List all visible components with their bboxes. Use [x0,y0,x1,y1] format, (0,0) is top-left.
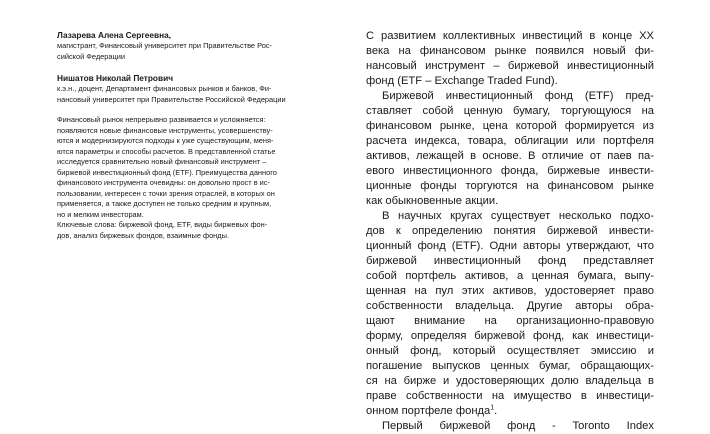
text-line: нансовый инструмент – биржевой инвестиционный [366,60,654,72]
abstract-line: пользовании, интересен с точки зрения отраслей, в которых он [57,188,275,198]
author-block [57,30,347,62]
abstract-line: ются параметры и способы расчетов. В представленной статье [57,146,276,156]
text-line: ся на бирже и удостоверяющих долю владельца в [366,375,654,387]
author-affiliation-line: к.э.н., доцент, Департамент финансовых рынков и банков, Фи- [57,84,272,93]
abstract [57,115,347,220]
text-line: ставляет собой ценную бумагу, торгующуюся на [366,105,654,117]
keywords-line: Ключевые слова: биржевой фонд, ETF, виды биржевых фон- [57,220,268,229]
sentence-end: . [494,405,498,417]
author-affiliation [57,84,347,105]
author-affiliation-line: нансовый университет при Правительстве Российской Федерации [57,94,286,104]
text-line: расчета индекса, товара, облигации или портфеля [366,135,654,147]
text-line: ционные фонды торгуются на финансовом рынке [366,180,654,192]
abstract-line: появляются новые финансовые инструменты, усовершенству- [57,125,273,135]
paragraph [366,89,654,209]
text-line: онный фонд, который осуществляет эмиссию и [366,345,654,357]
abstract-line: применяется, а также доступен не только средним и крупным, [57,199,272,208]
text-line: как обыкновенные акции. [366,195,499,207]
abstract-line: биржевой инвестиционный фонд (ETF). Преимущества данного [57,167,277,177]
text-line: собственности владельца. Другие авторы обра- [366,300,654,312]
author-affiliation-line: сийской Федерации [57,51,125,61]
text-line: ционный фонд (ETF). Одни авторы утверждают, что [366,240,654,252]
author-name: Лазарева Алена Сергеевна, [57,30,172,40]
text-line: финансовом рынке, цена которой формируется из [366,120,654,132]
text-line: века на финансовом рынке появился новый фи- [366,45,654,57]
text-line: В научных кругах существует несколько подхо- [382,210,654,222]
abstract-line: финансового инструмента очевидны: он довольно прост в ис- [57,178,270,187]
keywords-line: дов, анализ биржевых фондов, взаимные фонды. [57,230,229,240]
author-affiliation-line: магистрант, Финансовый университет при Правительстве Рос- [57,41,272,50]
author-name: Нишатов Николай Петрович [57,73,174,83]
abstract-line: Финансовый рынок непрерывно развивается и усложняется: [57,115,266,124]
abstract-line: ются и модернизируются подходы к уже существующим, меня- [57,136,274,145]
text-line: погашение выпусков ценных бумаг, обращающих- [366,360,654,372]
text-line: Первый биржевой фонд - Toronto Index [382,420,654,432]
text-line: праве собственности на имущество в инвестици- [366,390,654,402]
text-line: фонд (ETF – Exchange Traded Fund). [366,75,558,87]
left-column [57,30,347,241]
text-line-content: онном портфеле фонда [366,405,491,417]
abstract-line: исследуется сравнительно новый финансовый инструмент – [57,157,267,166]
paragraph [366,419,654,434]
text-line: активов, лежащей в основе. В отличие от паев па- [366,150,654,162]
text-line: Биржевой инвестиционный фонд (ETF) пред- [382,90,654,102]
keywords [57,220,347,241]
paragraph [366,209,654,419]
text-line: евого инвестиционного фонда, биржевые инвести- [366,165,654,177]
paragraph [366,29,654,89]
abstract-line: но и мелким инвесторам. [57,209,144,219]
text-line: форму, определяя биржевой фонд, как инвестици- [366,330,654,342]
text-line [366,404,654,419]
author-affiliation [57,41,347,62]
author-block [57,73,347,105]
text-line: дов к определению понятия биржевой инвести- [366,225,654,237]
text-line: щенная на пул этих активов, удостоверяет право [366,285,654,297]
text-line: С развитием коллективных инвестиций в конце XX [366,30,654,42]
footnote-marker[interactable]: 1 [490,404,495,412]
text-line: биржевой инвестиционный фонд представляет [366,255,654,267]
text-line: щают внимание на организационно-правовую [366,315,654,327]
text-line: собой портфель активов, а ценная бумага, выпу- [366,270,654,282]
body-text-column [366,29,654,434]
